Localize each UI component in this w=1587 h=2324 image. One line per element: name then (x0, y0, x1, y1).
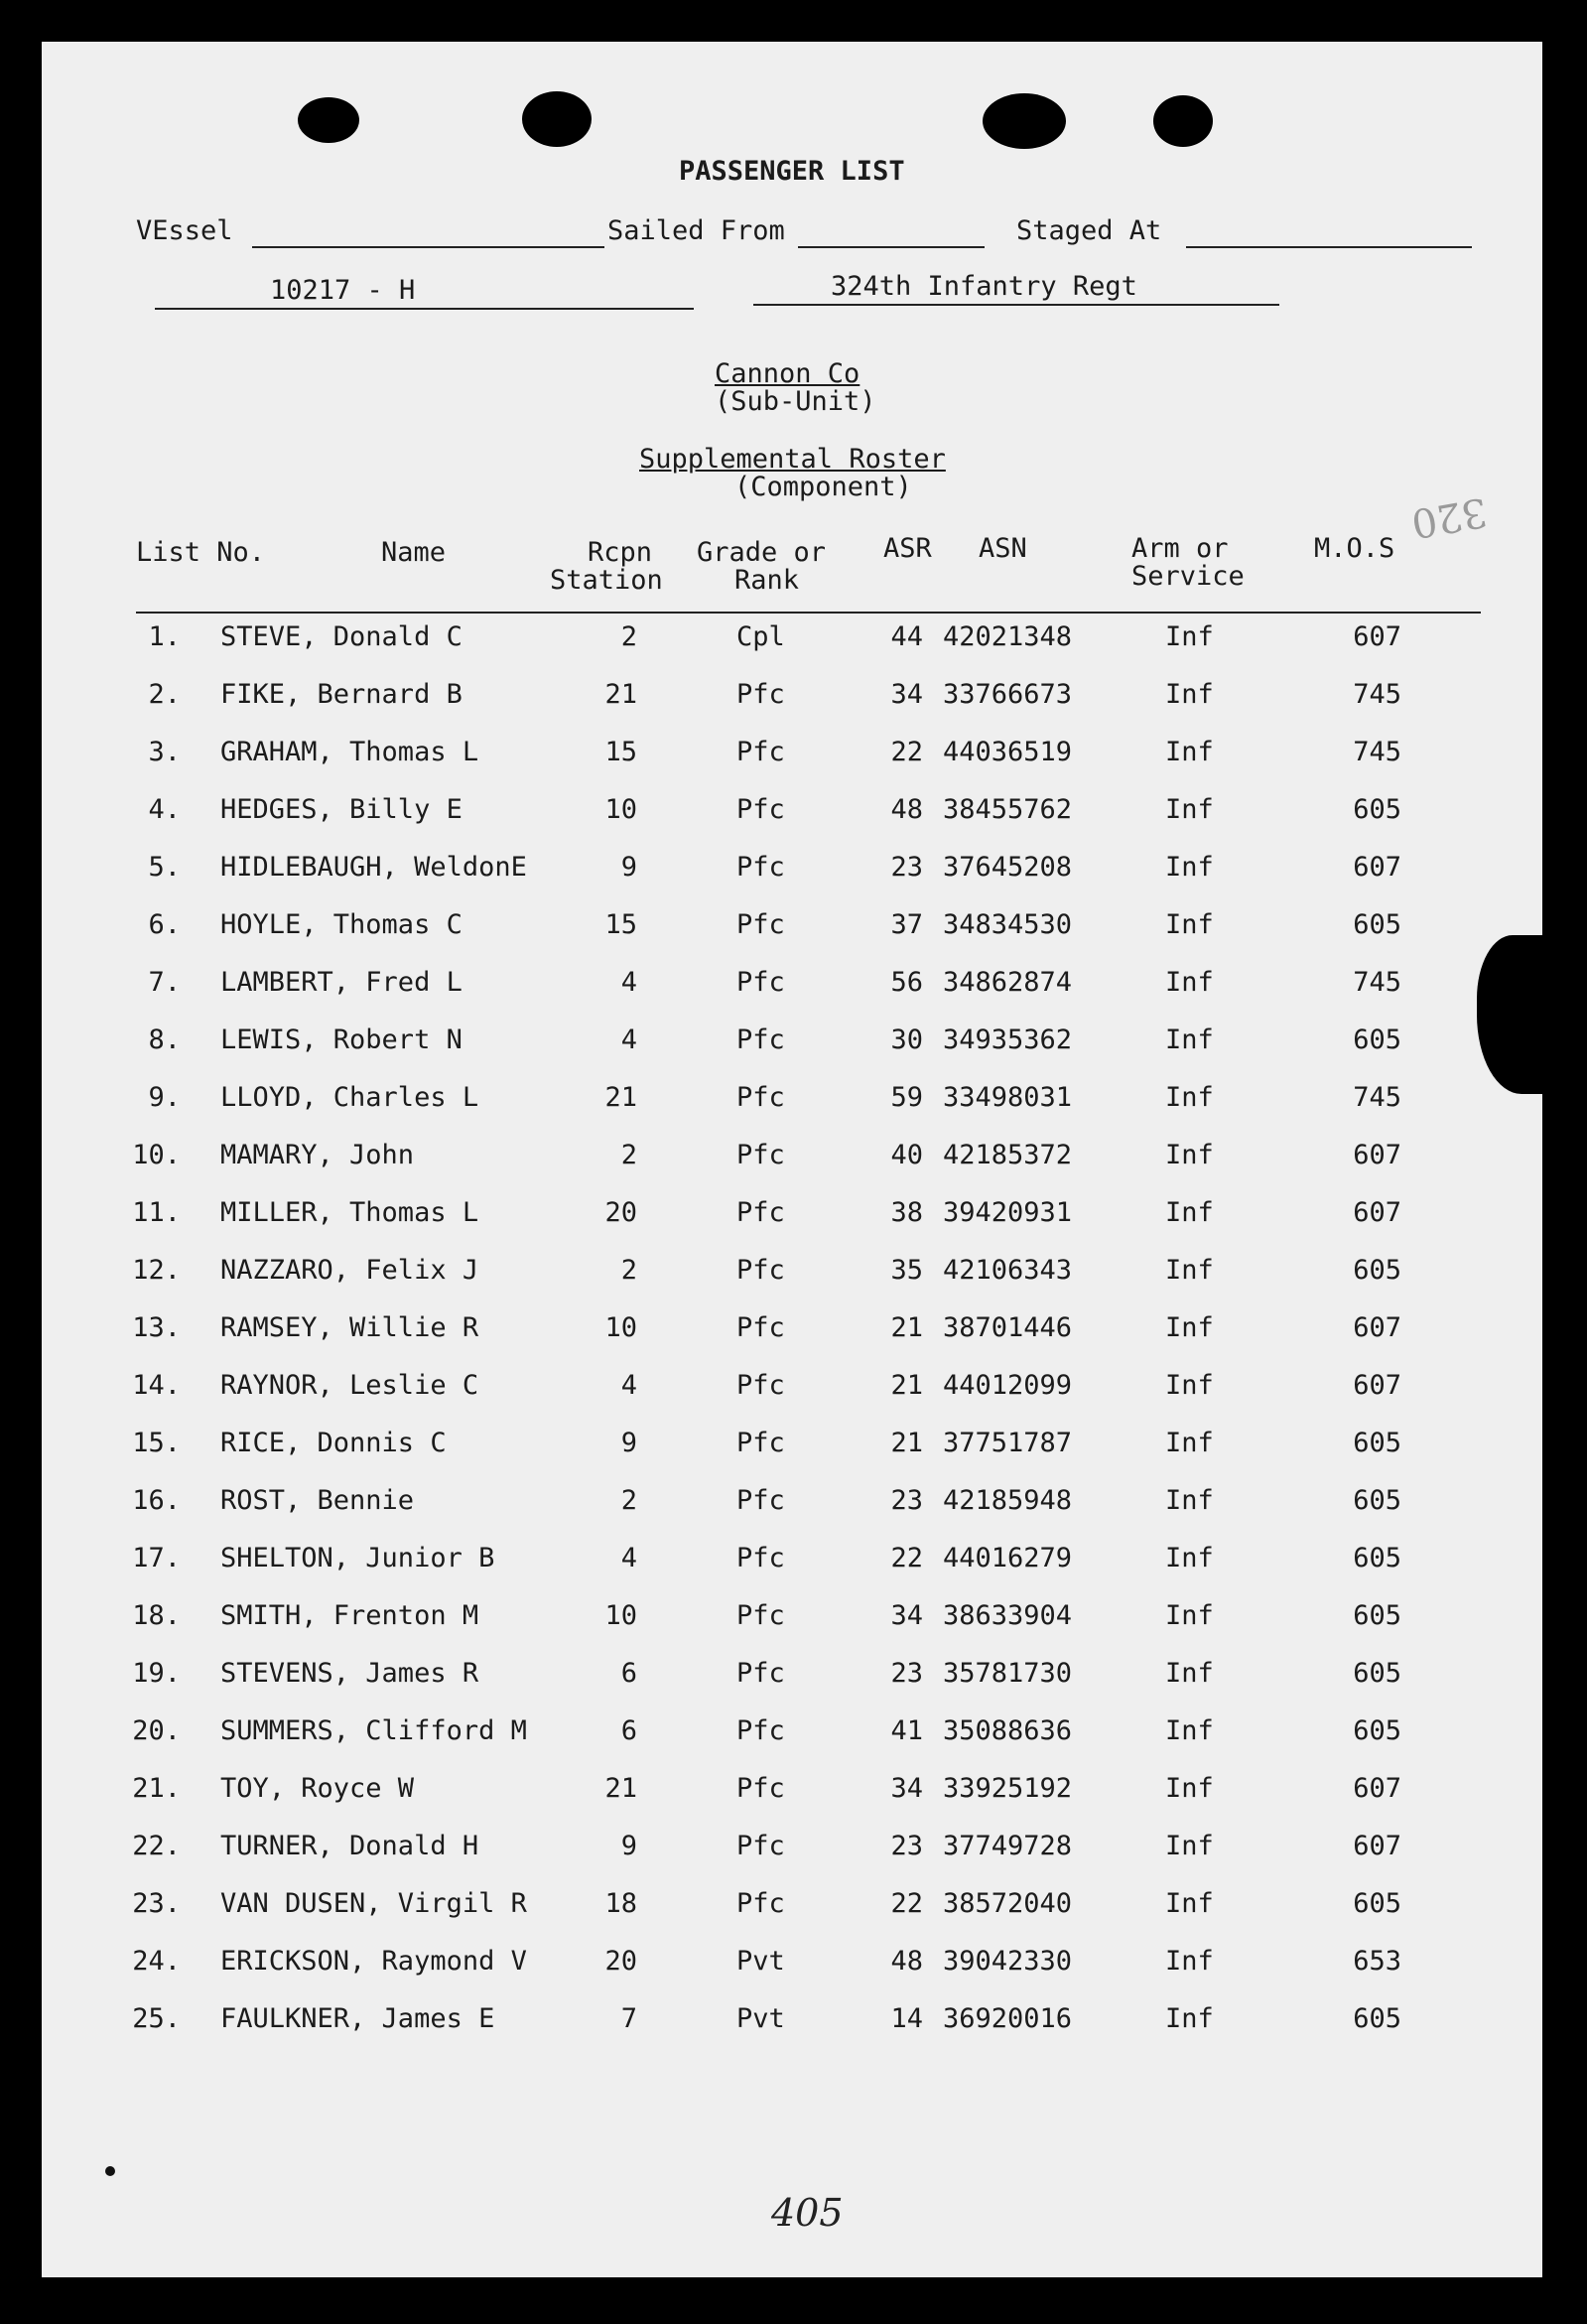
row-arm: Inf (1165, 1831, 1214, 1861)
row-mos: 605 (1353, 1428, 1401, 1458)
row-asr: 21 (890, 1312, 923, 1343)
row-mos: 605 (1353, 1658, 1401, 1689)
col-asr: ASR (883, 533, 932, 564)
row-station: 10 (604, 794, 637, 825)
row-grade: Pfc (736, 1082, 785, 1113)
row-mos: 607 (1353, 1312, 1401, 1343)
table-row (42, 1600, 1530, 1634)
row-station: 21 (604, 679, 637, 710)
row-asn: 44036519 (943, 737, 1073, 767)
table-row (42, 1082, 1530, 1116)
sailed-from-blank (798, 246, 985, 248)
row-grade: Pvt (736, 1946, 785, 1977)
page-title: PASSENGER LIST (679, 156, 905, 187)
row-asn: 36920016 (943, 2003, 1073, 2034)
row-name: RAMSEY, Willie R (220, 1312, 479, 1343)
staged-at-label: Staged At (1016, 215, 1162, 246)
row-asn: 34935362 (943, 1025, 1073, 1055)
row-list-no: 2. (148, 679, 181, 710)
row-asn: 39042330 (943, 1946, 1073, 1977)
table-row (42, 1773, 1530, 1807)
table-row (42, 1831, 1530, 1864)
row-asn: 38455762 (943, 794, 1073, 825)
row-mos: 605 (1353, 1485, 1401, 1516)
row-asn: 42185948 (943, 1485, 1073, 1516)
table-row (42, 2003, 1530, 2037)
faint-stamp-number: 320 (1407, 487, 1491, 547)
component-caption: (Component) (734, 472, 912, 502)
sub-unit-caption: (Sub-Unit) (715, 386, 876, 417)
row-grade: Cpl (736, 621, 785, 652)
row-station: 4 (620, 1370, 637, 1401)
row-grade: Pfc (736, 1140, 785, 1170)
table-row (42, 1485, 1530, 1519)
row-arm: Inf (1165, 1658, 1214, 1689)
punch-hole-4 (1153, 95, 1213, 147)
row-asn: 33498031 (943, 1082, 1073, 1113)
row-station: 2 (620, 1485, 637, 1516)
row-station: 2 (620, 1140, 637, 1170)
row-name: FAULKNER, James E (220, 2003, 495, 2034)
col-arm-2: Service (1131, 561, 1245, 592)
row-list-no: 25. (132, 2003, 181, 2034)
row-station: 10 (604, 1600, 637, 1631)
row-grade: Pfc (736, 1255, 785, 1286)
page-number: 405 (771, 2191, 844, 2235)
row-asn: 35781730 (943, 1658, 1073, 1689)
row-asr: 14 (890, 2003, 923, 2034)
row-station: 2 (620, 1255, 637, 1286)
row-name: VAN DUSEN, Virgil R (220, 1888, 527, 1919)
staged-at-blank (1186, 246, 1472, 248)
table-row (42, 1312, 1530, 1346)
row-arm: Inf (1165, 1312, 1214, 1343)
row-asr: 48 (890, 794, 923, 825)
row-grade: Pfc (736, 1600, 785, 1631)
row-asn: 39420931 (943, 1197, 1073, 1228)
row-mos: 607 (1353, 1370, 1401, 1401)
row-name: STEVENS, James R (220, 1658, 479, 1689)
row-name: STEVE, Donald C (220, 621, 463, 652)
table-row (42, 1255, 1530, 1289)
table-row (42, 737, 1530, 770)
row-grade: Pfc (736, 909, 785, 940)
row-name: MILLER, Thomas L (220, 1197, 479, 1228)
row-asn: 38572040 (943, 1888, 1073, 1919)
header-rule (136, 612, 1481, 614)
row-list-no: 5. (148, 852, 181, 883)
table-row (42, 621, 1530, 655)
row-arm: Inf (1165, 737, 1214, 767)
row-asn: 37645208 (943, 852, 1073, 883)
table-row (42, 852, 1530, 886)
row-asr: 41 (890, 1715, 923, 1746)
row-asr: 38 (890, 1197, 923, 1228)
row-arm: Inf (1165, 852, 1214, 883)
row-arm: Inf (1165, 1946, 1214, 1977)
row-arm: Inf (1165, 909, 1214, 940)
row-arm: Inf (1165, 621, 1214, 652)
row-arm: Inf (1165, 1082, 1214, 1113)
sailed-from-label: Sailed From (607, 215, 785, 246)
row-list-no: 14. (132, 1370, 181, 1401)
row-grade: Pfc (736, 1312, 785, 1343)
row-grade: Pfc (736, 1543, 785, 1573)
row-asr: 59 (890, 1082, 923, 1113)
row-list-no: 24. (132, 1946, 181, 1977)
row-station: 6 (620, 1658, 637, 1689)
vessel-label: VEssel (136, 215, 233, 246)
row-mos: 605 (1353, 1025, 1401, 1055)
row-asr: 37 (890, 909, 923, 940)
row-mos: 607 (1353, 1773, 1401, 1804)
unit-name: 324th Infantry Regt (831, 271, 1137, 302)
row-arm: Inf (1165, 794, 1214, 825)
row-mos: 745 (1353, 737, 1401, 767)
row-arm: Inf (1165, 679, 1214, 710)
row-asr: 34 (890, 1600, 923, 1631)
row-arm: Inf (1165, 1600, 1214, 1631)
row-name: NAZZARO, Felix J (220, 1255, 479, 1286)
table-row (42, 794, 1530, 828)
row-asr: 23 (890, 1658, 923, 1689)
row-asn: 38701446 (943, 1312, 1073, 1343)
row-name: GRAHAM, Thomas L (220, 737, 479, 767)
row-station: 20 (604, 1197, 637, 1228)
component-value: Supplemental Roster (639, 444, 946, 475)
row-name: TOY, Royce W (220, 1773, 415, 1804)
row-asr: 23 (890, 852, 923, 883)
row-mos: 605 (1353, 1715, 1401, 1746)
col-station-1: Rcpn (588, 537, 653, 568)
row-asn: 44016279 (943, 1543, 1073, 1573)
row-station: 9 (620, 1428, 637, 1458)
row-arm: Inf (1165, 1773, 1214, 1804)
row-list-no: 18. (132, 1600, 181, 1631)
row-arm: Inf (1165, 2003, 1214, 2034)
row-name: RICE, Donnis C (220, 1428, 447, 1458)
row-arm: Inf (1165, 1025, 1214, 1055)
row-grade: Pfc (736, 1715, 785, 1746)
row-asr: 40 (890, 1140, 923, 1170)
table-row (42, 1025, 1530, 1058)
row-station: 10 (604, 1312, 637, 1343)
row-arm: Inf (1165, 1715, 1214, 1746)
table-row (42, 1946, 1530, 1980)
row-list-no: 15. (132, 1428, 181, 1458)
row-grade: Pfc (736, 1831, 785, 1861)
row-list-no: 12. (132, 1255, 181, 1286)
row-list-no: 6. (148, 909, 181, 940)
row-grade: Pfc (736, 1197, 785, 1228)
vessel-blank (252, 246, 604, 248)
row-grade: Pfc (736, 794, 785, 825)
row-grade: Pfc (736, 1370, 785, 1401)
shipment-number: 10217 - H (270, 275, 416, 306)
row-list-no: 19. (132, 1658, 181, 1689)
row-asn: 34862874 (943, 967, 1073, 998)
row-list-no: 17. (132, 1543, 181, 1573)
row-grade: Pfc (736, 1025, 785, 1055)
row-name: SMITH, Frenton M (220, 1600, 479, 1631)
row-mos: 605 (1353, 909, 1401, 940)
row-grade: Pfc (736, 1428, 785, 1458)
row-arm: Inf (1165, 1428, 1214, 1458)
row-name: HEDGES, Billy E (220, 794, 463, 825)
row-list-no: 7. (148, 967, 181, 998)
row-list-no: 22. (132, 1831, 181, 1861)
row-asn: 38633904 (943, 1600, 1073, 1631)
row-asr: 22 (890, 737, 923, 767)
row-station: 21 (604, 1773, 637, 1804)
row-station: 21 (604, 1082, 637, 1113)
row-name: HOYLE, Thomas C (220, 909, 463, 940)
row-list-no: 23. (132, 1888, 181, 1919)
row-mos: 605 (1353, 794, 1401, 825)
table-row (42, 1370, 1530, 1404)
row-station: 9 (620, 1831, 637, 1861)
table-row (42, 909, 1530, 943)
row-asr: 48 (890, 1946, 923, 1977)
sub-unit-value: Cannon Co (715, 358, 860, 389)
table-row (42, 1658, 1530, 1692)
row-list-no: 13. (132, 1312, 181, 1343)
row-mos: 653 (1353, 1946, 1401, 1977)
row-grade: Pfc (736, 967, 785, 998)
row-mos: 607 (1353, 621, 1401, 652)
row-mos: 605 (1353, 1255, 1401, 1286)
shipment-rule (155, 308, 694, 310)
row-mos: 607 (1353, 1140, 1401, 1170)
row-asn: 37749728 (943, 1831, 1073, 1861)
row-list-no: 16. (132, 1485, 181, 1516)
row-name: LEWIS, Robert N (220, 1025, 463, 1055)
row-station: 4 (620, 967, 637, 998)
row-arm: Inf (1165, 1888, 1214, 1919)
row-arm: Inf (1165, 1197, 1214, 1228)
row-station: 6 (620, 1715, 637, 1746)
row-list-no: 9. (148, 1082, 181, 1113)
row-asr: 22 (890, 1543, 923, 1573)
row-list-no: 3. (148, 737, 181, 767)
row-arm: Inf (1165, 1485, 1214, 1516)
row-grade: Pvt (736, 2003, 785, 2034)
col-list-no: List No. (136, 537, 266, 568)
row-name: ROST, Bennie (220, 1485, 415, 1516)
row-station: 15 (604, 737, 637, 767)
row-name: HIDLEBAUGH, WeldonE (220, 852, 527, 883)
torn-edge-notch (1477, 935, 1566, 1094)
row-arm: Inf (1165, 1140, 1214, 1170)
row-arm: Inf (1165, 1543, 1214, 1573)
table-row (42, 1715, 1530, 1749)
row-asr: 34 (890, 679, 923, 710)
row-grade: Pfc (736, 1888, 785, 1919)
table-row (42, 967, 1530, 1001)
row-arm: Inf (1165, 1255, 1214, 1286)
row-grade: Pfc (736, 1773, 785, 1804)
row-station: 18 (604, 1888, 637, 1919)
table-row (42, 679, 1530, 713)
row-mos: 607 (1353, 1197, 1401, 1228)
col-mos: M.O.S (1314, 533, 1395, 564)
table-row (42, 1140, 1530, 1173)
row-asr: 21 (890, 1370, 923, 1401)
row-asr: 34 (890, 1773, 923, 1804)
row-asn: 42106343 (943, 1255, 1073, 1286)
row-asn: 34834530 (943, 909, 1073, 940)
row-name: SHELTON, Junior B (220, 1543, 495, 1573)
row-name: LLOYD, Charles L (220, 1082, 479, 1113)
row-asn: 35088636 (943, 1715, 1073, 1746)
row-grade: Pfc (736, 1485, 785, 1516)
row-station: 15 (604, 909, 637, 940)
row-station: 20 (604, 1946, 637, 1977)
row-grade: Pfc (736, 1658, 785, 1689)
col-asn: ASN (979, 533, 1027, 564)
row-mos: 605 (1353, 1543, 1401, 1573)
row-station: 7 (620, 2003, 637, 2034)
row-name: TURNER, Donald H (220, 1831, 479, 1861)
row-grade: Pfc (736, 737, 785, 767)
row-station: 4 (620, 1025, 637, 1055)
row-asn: 44012099 (943, 1370, 1073, 1401)
row-asr: 56 (890, 967, 923, 998)
row-asn: 42021348 (943, 621, 1073, 652)
row-list-no: 10. (132, 1140, 181, 1170)
table-row (42, 1543, 1530, 1576)
row-mos: 745 (1353, 1082, 1401, 1113)
punch-hole-3 (983, 93, 1066, 149)
row-list-no: 1. (148, 621, 181, 652)
row-list-no: 8. (148, 1025, 181, 1055)
row-asn: 42185372 (943, 1140, 1073, 1170)
row-list-no: 20. (132, 1715, 181, 1746)
row-mos: 745 (1353, 967, 1401, 998)
row-asr: 23 (890, 1831, 923, 1861)
row-mos: 745 (1353, 679, 1401, 710)
col-name: Name (381, 537, 447, 568)
punch-hole-2 (522, 91, 592, 147)
row-name: SUMMERS, Clifford M (220, 1715, 527, 1746)
row-asn: 33766673 (943, 679, 1073, 710)
row-mos: 607 (1353, 1831, 1401, 1861)
punch-hole-1 (298, 97, 359, 143)
row-list-no: 4. (148, 794, 181, 825)
col-grade-2: Rank (734, 565, 800, 596)
row-name: MAMARY, John (220, 1140, 415, 1170)
row-list-no: 21. (132, 1773, 181, 1804)
col-arm-1: Arm or (1131, 533, 1229, 564)
row-asr: 44 (890, 621, 923, 652)
row-asr: 22 (890, 1888, 923, 1919)
document-page (42, 42, 1542, 2277)
row-list-no: 11. (132, 1197, 181, 1228)
row-mos: 605 (1353, 1600, 1401, 1631)
row-name: FIKE, Bernard B (220, 679, 463, 710)
ink-dot (105, 2166, 115, 2176)
row-station: 9 (620, 852, 637, 883)
row-mos: 605 (1353, 1888, 1401, 1919)
row-asr: 21 (890, 1428, 923, 1458)
row-asn: 33925192 (943, 1773, 1073, 1804)
table-row (42, 1197, 1530, 1231)
row-name: RAYNOR, Leslie C (220, 1370, 479, 1401)
row-asr: 23 (890, 1485, 923, 1516)
row-station: 2 (620, 621, 637, 652)
row-grade: Pfc (736, 679, 785, 710)
row-asr: 35 (890, 1255, 923, 1286)
row-station: 4 (620, 1543, 637, 1573)
row-name: LAMBERT, Fred L (220, 967, 463, 998)
row-name: ERICKSON, Raymond V (220, 1946, 527, 1977)
row-arm: Inf (1165, 967, 1214, 998)
row-arm: Inf (1165, 1370, 1214, 1401)
row-asn: 37751787 (943, 1428, 1073, 1458)
row-asr: 30 (890, 1025, 923, 1055)
table-row (42, 1888, 1530, 1922)
col-station-2: Station (550, 565, 663, 596)
row-mos: 607 (1353, 852, 1401, 883)
table-row (42, 1428, 1530, 1461)
row-mos: 605 (1353, 2003, 1401, 2034)
col-grade-1: Grade or (697, 537, 827, 568)
unit-rule (753, 304, 1279, 306)
row-grade: Pfc (736, 852, 785, 883)
